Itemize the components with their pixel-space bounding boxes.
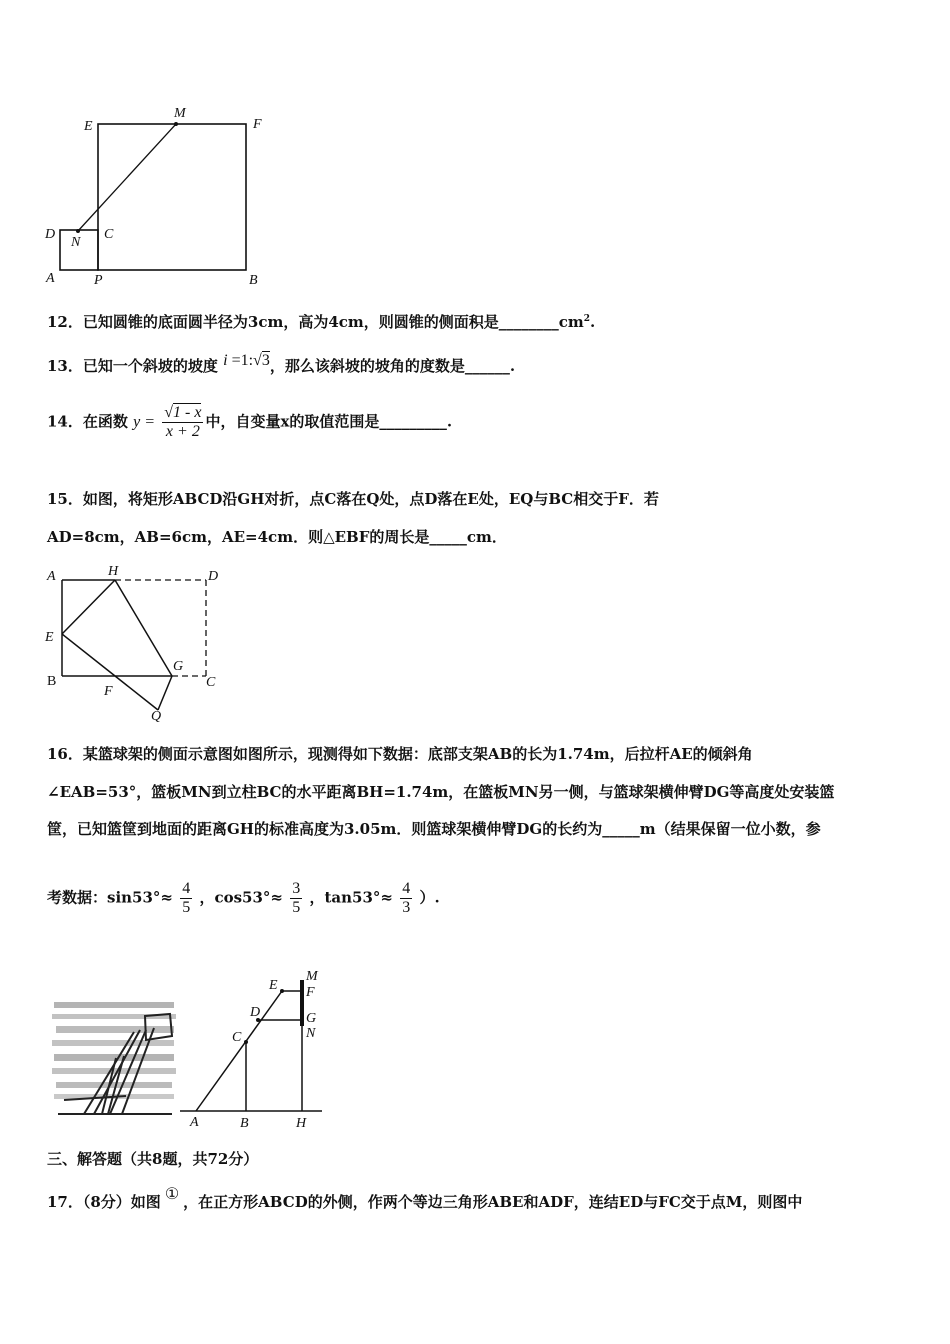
fig2-label-c: C	[206, 675, 216, 690]
fig1-label-p: P	[94, 273, 103, 288]
q14-text: 在函数	[82, 412, 128, 431]
q12-superscript: 2	[583, 314, 591, 324]
q15-text-line1: 如图，将矩形ABCD沿GH对折，点C落在Q处，点D落在E处，EQ与BC相交于F．若	[82, 490, 659, 508]
question-12	[47, 311, 595, 332]
figure-basketball-stand-diagram	[176, 962, 336, 1132]
question-15-line1	[47, 488, 659, 509]
cos-fraction	[290, 880, 302, 917]
sin-denominator: 5	[182, 899, 191, 916]
q14-text-end: 中，自变量x的取值范围是_________.	[205, 412, 453, 431]
fig3-label-c: C	[232, 1030, 242, 1045]
q13-formula	[223, 351, 270, 369]
question-15-line2	[47, 526, 507, 547]
fig1-label-m: M	[174, 106, 186, 121]
sqrt-icon: √	[253, 352, 262, 369]
q17-text: （8分）如图	[82, 1193, 161, 1211]
figure-folded-rectangle	[40, 562, 240, 727]
q14-fraction	[162, 404, 203, 441]
q12-text-end: .	[590, 313, 596, 331]
section-heading: 三、解答题（共8题，共72分）	[47, 1150, 259, 1168]
fig1-label-n: N	[71, 235, 81, 250]
fig1-label-c: C	[104, 227, 114, 242]
fig2-label-d: D	[208, 569, 219, 584]
tan-denominator: 3	[402, 899, 411, 916]
question-13	[47, 352, 515, 376]
question-17	[47, 1184, 802, 1212]
q13-number: 13．	[47, 357, 83, 375]
fig3-label-d: D	[250, 1005, 261, 1020]
tan-fraction	[400, 880, 412, 917]
q16-ref-tan: ，tan53°≈	[309, 888, 393, 907]
q13-formula-i: i	[223, 352, 228, 369]
q12-text: 已知圆锥的底面圆半径为3cm，高为4cm，则圆锥的侧面积是________cm	[82, 313, 584, 331]
q17-text-end: ，在正方形ABCD的外侧，作两个等边三角形ABE和ADF，连结ED与FC交于点M，则图中	[183, 1193, 803, 1211]
q13-text-end: ，那么该斜坡的坡角的度数是______.	[269, 357, 516, 375]
cos-denominator: 5	[292, 899, 301, 916]
q13-formula-root: 3	[261, 352, 270, 369]
fig2-label-q: Q	[151, 709, 162, 724]
q13-text: 已知一个斜坡的坡度	[82, 357, 218, 375]
q16-ref-end: ）.	[419, 888, 440, 907]
question-16-line2	[47, 781, 834, 802]
fig2-label-f: F	[104, 684, 113, 699]
q16-text-line1: 某篮球架的侧面示意图如图所示，现测得如下数据：底部支架AB的长为1.74m，后拉杆AE的倾斜角	[82, 745, 753, 763]
q16-ref-cos: ，cos53°≈	[199, 888, 283, 907]
sin-fraction	[180, 880, 192, 917]
q15-text-line2: AD=8cm，AB=6cm，AE=4cm．则△EBF的周长是_____cm．	[47, 528, 507, 546]
fig3-label-e: E	[269, 978, 278, 993]
fig1-label-a: A	[46, 271, 55, 286]
fig2-label-g: G	[173, 659, 184, 674]
fig2-label-e: E	[45, 630, 54, 645]
figure-rectangle-square	[40, 100, 280, 290]
fig2-label-h: H	[108, 564, 119, 579]
q16-number: 16．	[47, 745, 83, 763]
q14-numerator	[162, 404, 203, 423]
question-16-line3	[47, 818, 821, 839]
fig3-label-h: H	[296, 1116, 307, 1131]
q12-number: 12．	[47, 313, 83, 331]
basketball-stand-photo	[50, 996, 178, 1118]
fig3-label-m: M	[306, 969, 318, 984]
sin-numerator: 4	[182, 880, 191, 897]
q17-number: 17．	[47, 1193, 83, 1211]
fig2-label-b: B	[47, 674, 57, 689]
fig3-label-n: N	[306, 1026, 316, 1041]
q14-numerator-text: 1 - x	[173, 404, 202, 421]
question-14	[47, 404, 452, 441]
q13-formula-ratio: =1:	[231, 352, 254, 369]
q16-ref-sin: 考数据：sin53°≈	[47, 888, 173, 907]
fig1-label-e: E	[84, 119, 93, 134]
circled-number-one: ①	[164, 1184, 180, 1203]
fig1-label-f: F	[253, 117, 262, 132]
fig3-label-g: G	[306, 1011, 317, 1026]
q15-number: 15．	[47, 490, 83, 508]
q14-denominator: x + 2	[165, 423, 200, 440]
fig3-label-a: A	[190, 1115, 199, 1130]
sqrt-icon: √	[164, 404, 174, 421]
fig2-label-a: A	[47, 569, 56, 584]
q16-text-line3: 筐，已知篮筐到地面的距离GH的标准高度为3.05m．则篮球架横伸臂DG的长约为_____m（结果保留一位小数，参	[47, 820, 821, 838]
fig1-label-b: B	[249, 273, 258, 288]
tan-numerator: 4	[402, 880, 411, 897]
q14-number: 14．	[47, 412, 83, 431]
cos-numerator: 3	[292, 880, 301, 897]
fig3-label-f: F	[306, 985, 315, 1000]
question-16-line4	[47, 880, 440, 917]
question-16-line1	[47, 743, 753, 764]
q16-text-line2: ∠EAB=53°，篮板MN到立柱BC的水平距离BH=1.74m，在篮板MN另一侧，与篮球架横伸臂DG等高度处安装篮	[47, 783, 835, 801]
fig3-label-b: B	[240, 1116, 249, 1131]
fig1-label-d: D	[45, 227, 56, 242]
q14-formula-y: y =	[133, 413, 156, 431]
